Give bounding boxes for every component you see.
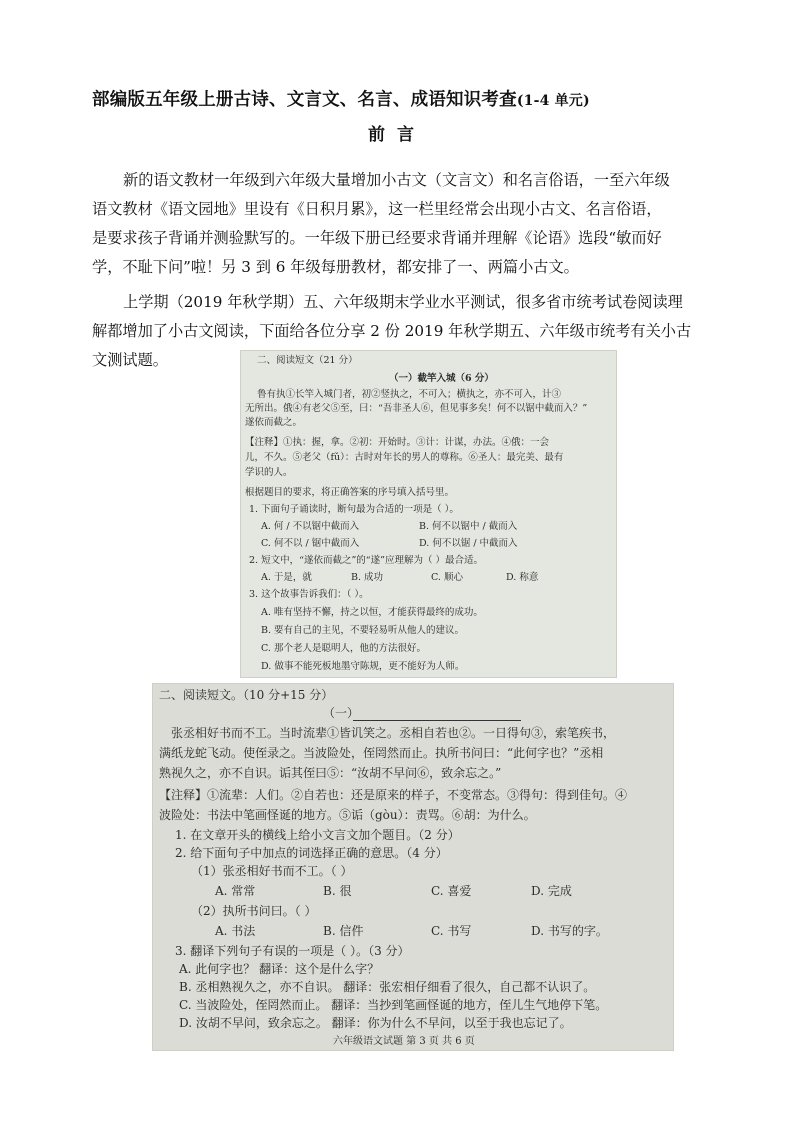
title-blank-line — [353, 720, 521, 721]
note-line: 儿，不久。⑤老父（fǔ）：古时对年长的男人的尊称。⑥圣人：最完美、最有 — [245, 452, 564, 463]
instruction: 根据题目的要求，将正确答案的序号填入括号里。 — [245, 487, 455, 498]
option: B. 丞相熟视久之，亦不自识。 翻译：张宏相仔细看了很久，自己都不认识了。 — [179, 980, 596, 994]
intro-paragraph-1 — [92, 166, 712, 282]
option: B. 要有自己的主见，不要轻易听从他人的建议。 — [261, 625, 465, 636]
passage-line: 满纸龙蛇飞动。使侄录之。当波险处，侄罔然而止。执所书问曰：“此何字也？”丞相 — [159, 746, 604, 760]
option: D. 汝胡不早问，致余忘之。 翻译：你为什么不早问，以至于我也忘记了。 — [179, 1016, 572, 1030]
option: D. 称意 — [506, 572, 539, 583]
scanned-exam-excerpt-2 — [152, 683, 674, 1051]
question-2-2: （2）执所书问曰。（ ） — [191, 904, 317, 918]
title-text: 部编版五年级上册古诗、文言文、名言、成语知识考查 — [92, 90, 517, 110]
passage-line: 无所出。俄④有老父⑤至，曰：“吾非圣人⑥，但见事多矣！何不以锯中截而入？” — [245, 403, 588, 414]
question-2: 2. 短文中，“遂依而截之”的“遂”应理解为（ ）最合适。 — [249, 555, 484, 566]
text-line: 是要求孩子背诵并测验默写的。一年级下册已经要求背诵并理解《论语》选段“敏而好 — [92, 229, 662, 247]
text-line: 新的语文教材一年级到六年级大量增加小古文（文言文）和名言俗语，一至六年级 — [123, 171, 670, 189]
passage-part: （一） — [323, 706, 360, 720]
passage-line: 遂依而截之。 — [245, 417, 303, 428]
note-line: 学识的人。 — [245, 467, 293, 478]
preface-heading: 前言 — [368, 125, 426, 145]
question-3: 3. 这个故事告诉我们：（ ）。 — [249, 589, 369, 600]
question-2: 2. 给下面句子中加点的词选择正确的意思。（4 分） — [175, 846, 448, 860]
option: A. 常常 — [215, 884, 256, 898]
option: A. 书法 — [215, 924, 256, 938]
option: B. 很 — [323, 884, 352, 898]
note-line: 【注释】①执：握，拿。②初：开始时。③计：计谋，办法。④俄：一会 — [245, 437, 550, 448]
section-heading: 二、阅读短文（21 分） — [257, 355, 358, 366]
option: A. 何 / 不以锯中截而入 — [261, 521, 360, 532]
section-heading: 二、阅读短文。（10 分+15 分） — [159, 688, 334, 702]
option: C. 喜爱 — [431, 884, 472, 898]
text-line: 上学期（2019 年秋学期）五、六年级期末学业水平测试，很多省市统考试卷阅读理 — [123, 293, 683, 311]
option: B. 信件 — [323, 924, 364, 938]
document-title — [92, 86, 732, 111]
option: C. 书写 — [431, 924, 472, 938]
question-1: 1. 在文章开头的横线上给小文言文加个题目。（2 分） — [175, 828, 460, 842]
option: C. 何不以 / 锯中截而入 — [261, 538, 360, 549]
text-line: 语文教材《语文园地》里设有《日积月累》，这一栏里经常会出现小古文、名言俗语， — [92, 200, 662, 218]
text-line: 文测试题。 — [92, 351, 168, 369]
option: A. 唯有坚持不懈，持之以恒，才能获得最终的成功。 — [261, 607, 483, 618]
option: D. 书写的字。 — [531, 924, 608, 938]
option: B. 成功 — [351, 572, 384, 583]
scanned-exam-excerpt-1 — [240, 350, 617, 678]
option: A. 此何字也？ 翻译：这个是什么字？ — [179, 962, 380, 976]
option: C. 当波险处，侄罔然而止。 翻译：当抄到笔画怪诞的地方，侄儿生气地停下笔。 — [179, 998, 608, 1012]
option: A. 于是，就 — [261, 572, 312, 583]
passage-line: 张丞相好书而不工。当时流辈①皆讥笑之。丞相自若也②。一日得句③，索笔疾书， — [171, 726, 616, 740]
question-2-1: （1）张丞相好书而不工。（ ） — [191, 864, 353, 878]
page-footer: 六年级语文试题 第 3 页 共 6 页 — [333, 1036, 475, 1047]
option: C. 那个老人是聪明人，他的方法很好。 — [261, 643, 426, 654]
option: D. 何不以锯 / 中截而入 — [419, 538, 518, 549]
option: D. 做事不能死板地墨守陈规，更不能好为人师。 — [261, 661, 465, 672]
question-1: 1. 下面句子诵读时，断句最为合适的一项是（ ）。 — [249, 504, 459, 515]
passage-line: 熟视久之，亦不自识。诟其侄曰⑤：“汝胡不早问⑥，致余忘之。” — [159, 766, 502, 780]
option: C. 顺心 — [431, 572, 463, 583]
option: D. 完成 — [531, 884, 572, 898]
text-line: 学，不耻下问”啦！另 3 到 6 年级每册教材，都安排了一、两篇小古文。 — [92, 258, 579, 276]
passage-line: 鲁有执①长竿入城门者，初②竖执之，不可入；横执之，亦不可入，计③ — [257, 389, 562, 400]
text-line: 解都增加了小古文阅读，下面给各位分享 2 份 2019 年秋学期五、六年级市统考有关小古 — [92, 322, 692, 340]
option: B. 何不以锯中 / 截而入 — [419, 521, 518, 532]
title-unit: (1-4 单元) — [516, 93, 590, 109]
question-3: 3. 翻译下列句子有误的一项是（ ）。（3 分） — [175, 944, 410, 958]
note-line: 【注释】①流辈：人们。②自若也：还是原来的样子，不变常态。③得句：得到佳句。④ — [159, 788, 628, 802]
passage-title: （一）截竿入城（6 分） — [389, 373, 494, 384]
note-line: 波险处：书法中笔画怪诞的地方。⑤诟（gòu）：责骂。⑥胡：为什么。 — [159, 808, 536, 822]
